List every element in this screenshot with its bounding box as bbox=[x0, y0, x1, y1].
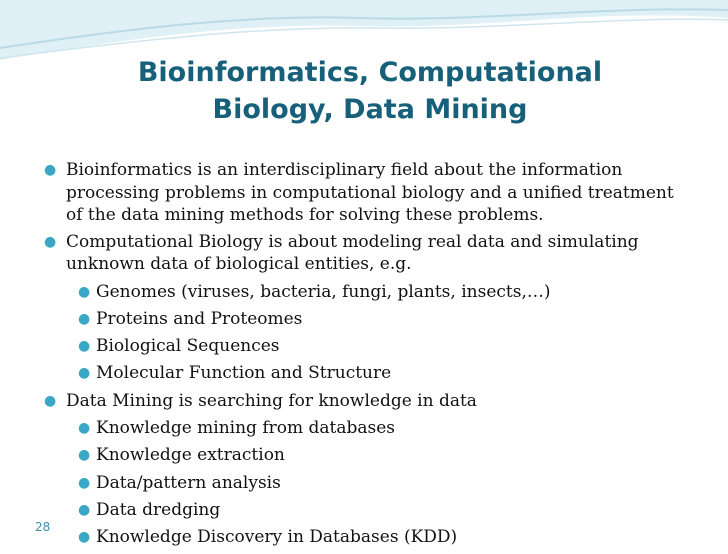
sub-bullet-text: Biological Sequences bbox=[96, 336, 280, 357]
bullet-icon: ● bbox=[78, 365, 91, 382]
bullet-item bbox=[42, 159, 682, 227]
slide-title-line-1: Bioinformatics, Computational bbox=[137, 57, 603, 88]
sub-bullet-item bbox=[66, 362, 682, 385]
sub-bullet-item bbox=[66, 308, 682, 331]
bullet-item bbox=[42, 390, 682, 549]
sub-bullet-item bbox=[66, 499, 682, 522]
sub-bullet-text: Data dredging bbox=[96, 500, 221, 521]
bullet-icon: ● bbox=[78, 283, 91, 300]
sub-bullet-item bbox=[66, 444, 682, 467]
bullet-text: Bioinformatics is an interdisciplinary field about the information processing problems in computational biology and a unified treatment of the data mining methods for solving these problems. bbox=[66, 160, 674, 225]
bullet-text: Computational Biology is about modeling real data and simulating unknown data of biological entities, e.g. bbox=[66, 231, 639, 274]
slide-title bbox=[60, 54, 680, 128]
bullet-icon: ● bbox=[78, 420, 91, 437]
sub-bullet-text: Proteins and Proteomes bbox=[96, 308, 303, 329]
bullet-icon: ● bbox=[44, 162, 57, 178]
slide-title-line-2: Biology, Data Mining bbox=[212, 94, 528, 125]
sub-bullet-list bbox=[66, 281, 682, 385]
bullet-icon: ● bbox=[78, 474, 91, 491]
sub-bullet-text: Data/pattern analysis bbox=[96, 472, 281, 493]
bullet-icon: ● bbox=[78, 310, 91, 327]
sub-bullet-item bbox=[66, 417, 682, 440]
sub-bullet-text: Knowledge mining from databases bbox=[96, 418, 396, 439]
sub-bullet-text: Knowledge extraction bbox=[96, 445, 285, 466]
bullet-icon: ● bbox=[78, 502, 91, 519]
bullet-item bbox=[42, 231, 682, 385]
header-wave-decoration bbox=[0, 0, 728, 60]
bullet-text: Data Mining is searching for knowledge in data bbox=[66, 390, 477, 411]
bullet-icon: ● bbox=[44, 233, 57, 250]
sub-bullet-text: Genomes (viruses, bacteria, fungi, plants, insects,…) bbox=[96, 281, 551, 302]
slide-number: 28 bbox=[35, 520, 51, 534]
sub-bullet-text: Molecular Function and Structure bbox=[96, 363, 392, 384]
sub-bullet-list bbox=[66, 417, 682, 549]
bullet-icon: ● bbox=[44, 392, 57, 409]
bullet-icon: ● bbox=[78, 338, 91, 355]
bullet-icon: ● bbox=[78, 529, 91, 546]
sub-bullet-text: Knowledge Discovery in Databases (KDD) bbox=[96, 527, 458, 548]
sub-bullet-item bbox=[66, 281, 682, 304]
bullet-list bbox=[42, 159, 682, 554]
bullet-icon: ● bbox=[78, 447, 91, 464]
sub-bullet-item bbox=[66, 472, 682, 495]
sub-bullet-item bbox=[66, 335, 682, 358]
